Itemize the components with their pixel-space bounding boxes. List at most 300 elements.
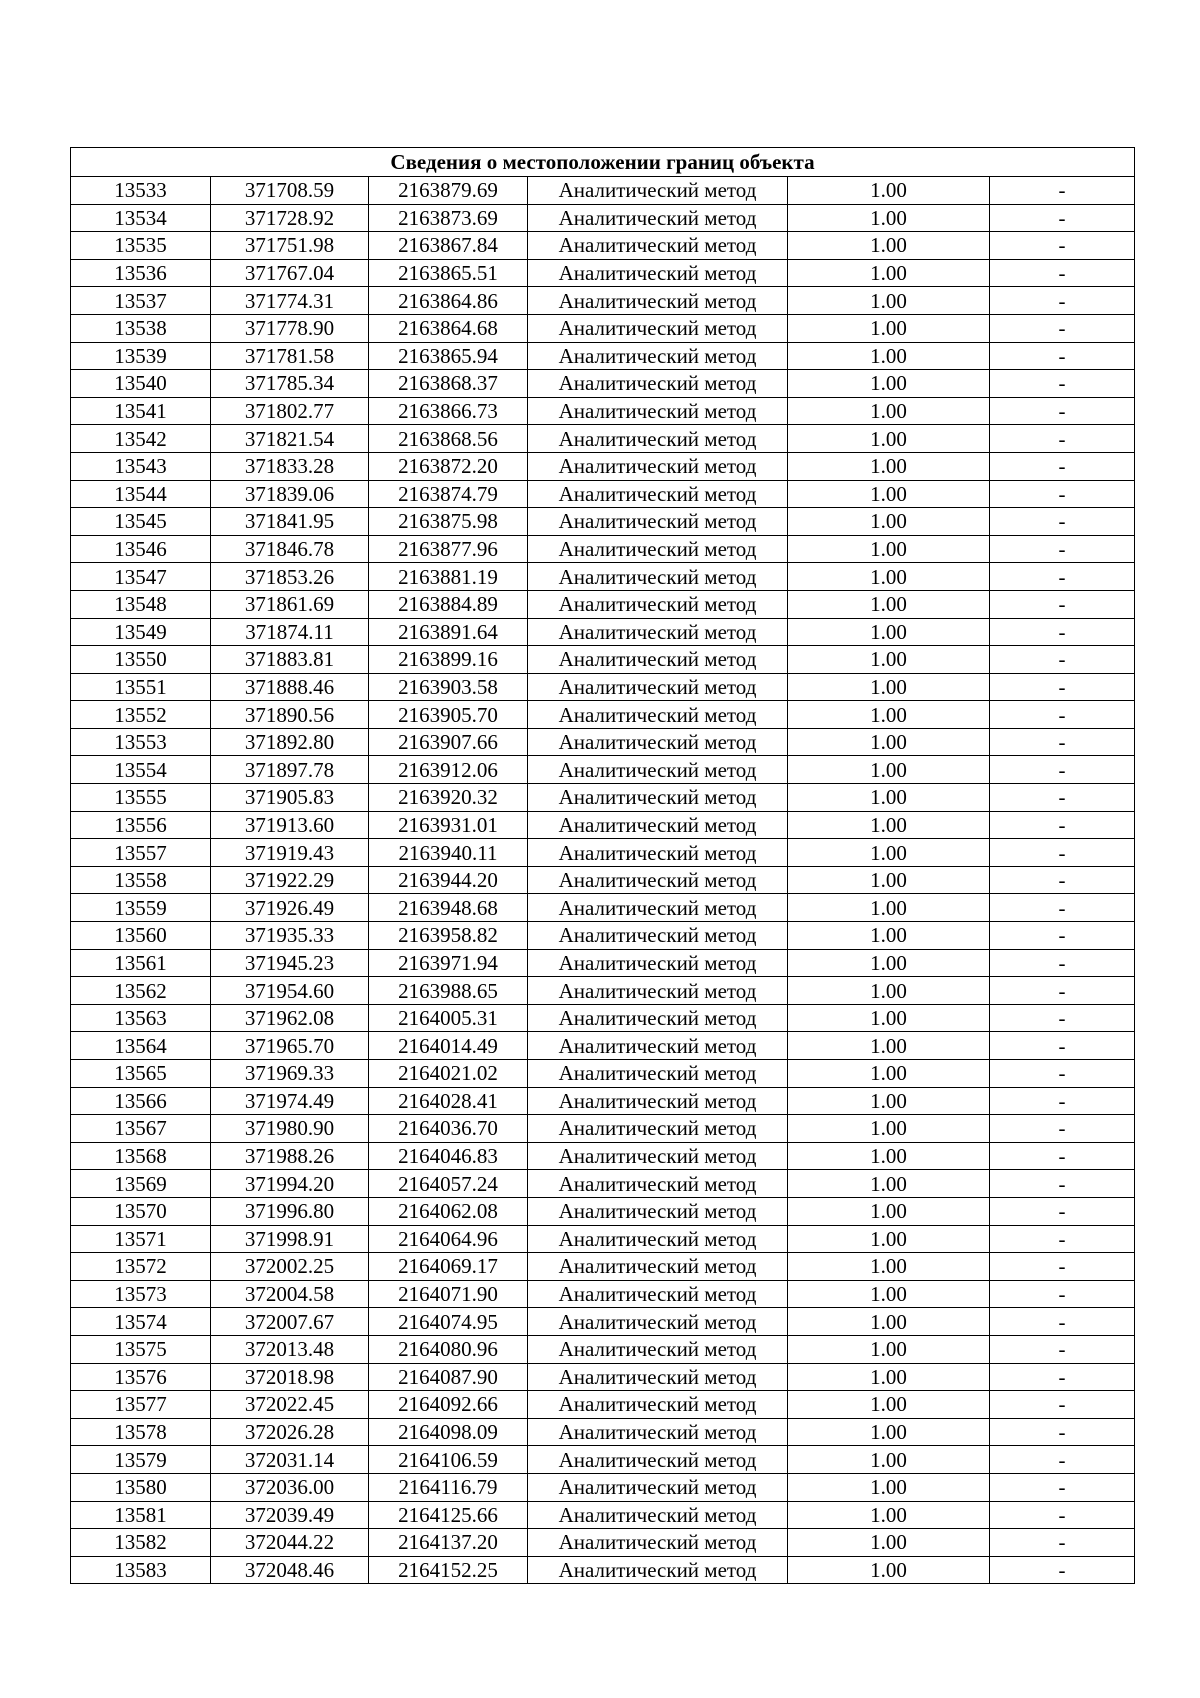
description-cell: - xyxy=(990,535,1135,563)
accuracy-cell: 1.00 xyxy=(788,839,990,867)
description-cell: - xyxy=(990,1391,1135,1419)
accuracy-cell: 1.00 xyxy=(788,1170,990,1198)
point-number-cell: 13547 xyxy=(71,563,211,591)
accuracy-cell: 1.00 xyxy=(788,866,990,894)
method-cell: Аналитический метод xyxy=(528,866,788,894)
method-cell: Аналитический метод xyxy=(528,728,788,756)
table-row xyxy=(71,1308,1135,1336)
description-cell: - xyxy=(990,1253,1135,1281)
table-row xyxy=(71,1253,1135,1281)
x-coordinate-cell: 371778.90 xyxy=(211,314,369,342)
description-cell: - xyxy=(990,480,1135,508)
accuracy-cell: 1.00 xyxy=(788,1501,990,1529)
x-coordinate-cell: 371708.59 xyxy=(211,177,369,205)
x-coordinate-cell: 371945.23 xyxy=(211,949,369,977)
point-number-cell: 13541 xyxy=(71,397,211,425)
method-cell: Аналитический метод xyxy=(528,1556,788,1584)
point-number-cell: 13575 xyxy=(71,1335,211,1363)
accuracy-cell: 1.00 xyxy=(788,342,990,370)
x-coordinate-cell: 371922.29 xyxy=(211,866,369,894)
description-cell: - xyxy=(990,1501,1135,1529)
method-cell: Аналитический метод xyxy=(528,259,788,287)
y-coordinate-cell: 2163899.16 xyxy=(369,646,528,674)
method-cell: Аналитический метод xyxy=(528,480,788,508)
point-number-cell: 13546 xyxy=(71,535,211,563)
point-number-cell: 13545 xyxy=(71,508,211,536)
point-number-cell: 13572 xyxy=(71,1253,211,1281)
x-coordinate-cell: 371962.08 xyxy=(211,1004,369,1032)
accuracy-cell: 1.00 xyxy=(788,177,990,205)
y-coordinate-cell: 2163877.96 xyxy=(369,535,528,563)
description-cell: - xyxy=(990,811,1135,839)
y-coordinate-cell: 2164057.24 xyxy=(369,1170,528,1198)
accuracy-cell: 1.00 xyxy=(788,535,990,563)
method-cell: Аналитический метод xyxy=(528,1142,788,1170)
method-cell: Аналитический метод xyxy=(528,1363,788,1391)
point-number-cell: 13579 xyxy=(71,1446,211,1474)
point-number-cell: 13569 xyxy=(71,1170,211,1198)
accuracy-cell: 1.00 xyxy=(788,508,990,536)
point-number-cell: 13561 xyxy=(71,949,211,977)
point-number-cell: 13580 xyxy=(71,1473,211,1501)
description-cell: - xyxy=(990,673,1135,701)
table-row xyxy=(71,1197,1135,1225)
method-cell: Аналитический метод xyxy=(528,204,788,232)
point-number-cell: 13549 xyxy=(71,618,211,646)
x-coordinate-cell: 371926.49 xyxy=(211,894,369,922)
description-cell: - xyxy=(990,1308,1135,1336)
y-coordinate-cell: 2163948.68 xyxy=(369,894,528,922)
table-row xyxy=(71,866,1135,894)
x-coordinate-cell: 372039.49 xyxy=(211,1501,369,1529)
accuracy-cell: 1.00 xyxy=(788,452,990,480)
method-cell: Аналитический метод xyxy=(528,342,788,370)
table-row xyxy=(71,508,1135,536)
table-row xyxy=(71,563,1135,591)
y-coordinate-cell: 2163864.68 xyxy=(369,314,528,342)
table-row xyxy=(71,314,1135,342)
x-coordinate-cell: 371988.26 xyxy=(211,1142,369,1170)
point-number-cell: 13571 xyxy=(71,1225,211,1253)
description-cell: - xyxy=(990,1446,1135,1474)
accuracy-cell: 1.00 xyxy=(788,1142,990,1170)
description-cell: - xyxy=(990,1363,1135,1391)
accuracy-cell: 1.00 xyxy=(788,1197,990,1225)
description-cell: - xyxy=(990,177,1135,205)
description-cell: - xyxy=(990,1087,1135,1115)
point-number-cell: 13551 xyxy=(71,673,211,701)
y-coordinate-cell: 2163907.66 xyxy=(369,728,528,756)
method-cell: Аналитический метод xyxy=(528,535,788,563)
point-number-cell: 13568 xyxy=(71,1142,211,1170)
table-row xyxy=(71,342,1135,370)
method-cell: Аналитический метод xyxy=(528,452,788,480)
point-number-cell: 13563 xyxy=(71,1004,211,1032)
method-cell: Аналитический метод xyxy=(528,177,788,205)
accuracy-cell: 1.00 xyxy=(788,1087,990,1115)
accuracy-cell: 1.00 xyxy=(788,1418,990,1446)
table-row xyxy=(71,1225,1135,1253)
accuracy-cell: 1.00 xyxy=(788,314,990,342)
accuracy-cell: 1.00 xyxy=(788,949,990,977)
description-cell: - xyxy=(990,1032,1135,1060)
description-cell: - xyxy=(990,977,1135,1005)
x-coordinate-cell: 371980.90 xyxy=(211,1115,369,1143)
table-row xyxy=(71,673,1135,701)
accuracy-cell: 1.00 xyxy=(788,1308,990,1336)
point-number-cell: 13564 xyxy=(71,1032,211,1060)
method-cell: Аналитический метод xyxy=(528,618,788,646)
table-row xyxy=(71,646,1135,674)
y-coordinate-cell: 2164116.79 xyxy=(369,1473,528,1501)
point-number-cell: 13544 xyxy=(71,480,211,508)
method-cell: Аналитический метод xyxy=(528,1004,788,1032)
description-cell: - xyxy=(990,1418,1135,1446)
description-cell: - xyxy=(990,370,1135,398)
x-coordinate-cell: 371994.20 xyxy=(211,1170,369,1198)
point-number-cell: 13553 xyxy=(71,728,211,756)
description-cell: - xyxy=(990,563,1135,591)
method-cell: Аналитический метод xyxy=(528,922,788,950)
table-row xyxy=(71,1115,1135,1143)
y-coordinate-cell: 2164005.31 xyxy=(369,1004,528,1032)
y-coordinate-cell: 2163905.70 xyxy=(369,701,528,729)
point-number-cell: 13566 xyxy=(71,1087,211,1115)
x-coordinate-cell: 371728.92 xyxy=(211,204,369,232)
description-cell: - xyxy=(990,1197,1135,1225)
accuracy-cell: 1.00 xyxy=(788,425,990,453)
point-number-cell: 13536 xyxy=(71,259,211,287)
y-coordinate-cell: 2163920.32 xyxy=(369,784,528,812)
y-coordinate-cell: 2164014.49 xyxy=(369,1032,528,1060)
method-cell: Аналитический метод xyxy=(528,1197,788,1225)
table-row xyxy=(71,1032,1135,1060)
y-coordinate-cell: 2164152.25 xyxy=(369,1556,528,1584)
method-cell: Аналитический метод xyxy=(528,1032,788,1060)
table-row xyxy=(71,618,1135,646)
description-cell: - xyxy=(990,756,1135,784)
description-cell: - xyxy=(990,1335,1135,1363)
point-number-cell: 13570 xyxy=(71,1197,211,1225)
point-number-cell: 13577 xyxy=(71,1391,211,1419)
x-coordinate-cell: 371839.06 xyxy=(211,480,369,508)
accuracy-cell: 1.00 xyxy=(788,728,990,756)
method-cell: Аналитический метод xyxy=(528,811,788,839)
x-coordinate-cell: 372026.28 xyxy=(211,1418,369,1446)
description-cell: - xyxy=(990,701,1135,729)
accuracy-cell: 1.00 xyxy=(788,673,990,701)
point-number-cell: 13574 xyxy=(71,1308,211,1336)
accuracy-cell: 1.00 xyxy=(788,1004,990,1032)
description-cell: - xyxy=(990,784,1135,812)
x-coordinate-cell: 371996.80 xyxy=(211,1197,369,1225)
description-cell: - xyxy=(990,204,1135,232)
point-number-cell: 13533 xyxy=(71,177,211,205)
point-number-cell: 13559 xyxy=(71,894,211,922)
description-cell: - xyxy=(990,452,1135,480)
accuracy-cell: 1.00 xyxy=(788,204,990,232)
x-coordinate-cell: 371833.28 xyxy=(211,452,369,480)
y-coordinate-cell: 2163988.65 xyxy=(369,977,528,1005)
description-cell: - xyxy=(990,425,1135,453)
y-coordinate-cell: 2164021.02 xyxy=(369,1060,528,1088)
point-number-cell: 13552 xyxy=(71,701,211,729)
description-cell: - xyxy=(990,618,1135,646)
x-coordinate-cell: 371897.78 xyxy=(211,756,369,784)
table-row xyxy=(71,1501,1135,1529)
table-row xyxy=(71,590,1135,618)
document-page xyxy=(70,147,1134,1584)
point-number-cell: 13567 xyxy=(71,1115,211,1143)
y-coordinate-cell: 2164087.90 xyxy=(369,1363,528,1391)
point-number-cell: 13534 xyxy=(71,204,211,232)
y-coordinate-cell: 2164046.83 xyxy=(369,1142,528,1170)
method-cell: Аналитический метод xyxy=(528,508,788,536)
point-number-cell: 13540 xyxy=(71,370,211,398)
method-cell: Аналитический метод xyxy=(528,977,788,1005)
x-coordinate-cell: 371888.46 xyxy=(211,673,369,701)
method-cell: Аналитический метод xyxy=(528,646,788,674)
x-coordinate-cell: 372036.00 xyxy=(211,1473,369,1501)
accuracy-cell: 1.00 xyxy=(788,259,990,287)
table-row xyxy=(71,425,1135,453)
description-cell: - xyxy=(990,1556,1135,1584)
table-title: Сведения о местоположении границ объекта xyxy=(71,148,1135,177)
accuracy-cell: 1.00 xyxy=(788,590,990,618)
accuracy-cell: 1.00 xyxy=(788,563,990,591)
description-cell: - xyxy=(990,1473,1135,1501)
description-cell: - xyxy=(990,1115,1135,1143)
table-row xyxy=(71,1473,1135,1501)
x-coordinate-cell: 371846.78 xyxy=(211,535,369,563)
description-cell: - xyxy=(990,232,1135,260)
table-row xyxy=(71,811,1135,839)
x-coordinate-cell: 371892.80 xyxy=(211,728,369,756)
table-row xyxy=(71,977,1135,1005)
description-cell: - xyxy=(990,1529,1135,1557)
method-cell: Аналитический метод xyxy=(528,563,788,591)
method-cell: Аналитический метод xyxy=(528,425,788,453)
x-coordinate-cell: 372048.46 xyxy=(211,1556,369,1584)
y-coordinate-cell: 2163865.94 xyxy=(369,342,528,370)
x-coordinate-cell: 371841.95 xyxy=(211,508,369,536)
method-cell: Аналитический метод xyxy=(528,1253,788,1281)
description-cell: - xyxy=(990,1280,1135,1308)
y-coordinate-cell: 2164080.96 xyxy=(369,1335,528,1363)
x-coordinate-cell: 371954.60 xyxy=(211,977,369,1005)
x-coordinate-cell: 371969.33 xyxy=(211,1060,369,1088)
accuracy-cell: 1.00 xyxy=(788,977,990,1005)
table-row xyxy=(71,1280,1135,1308)
description-cell: - xyxy=(990,728,1135,756)
y-coordinate-cell: 2163940.11 xyxy=(369,839,528,867)
table-row xyxy=(71,397,1135,425)
method-cell: Аналитический метод xyxy=(528,1280,788,1308)
description-cell: - xyxy=(990,314,1135,342)
method-cell: Аналитический метод xyxy=(528,949,788,977)
y-coordinate-cell: 2163865.51 xyxy=(369,259,528,287)
y-coordinate-cell: 2163866.73 xyxy=(369,397,528,425)
x-coordinate-cell: 372004.58 xyxy=(211,1280,369,1308)
point-number-cell: 13573 xyxy=(71,1280,211,1308)
method-cell: Аналитический метод xyxy=(528,1087,788,1115)
x-coordinate-cell: 371751.98 xyxy=(211,232,369,260)
accuracy-cell: 1.00 xyxy=(788,232,990,260)
y-coordinate-cell: 2163944.20 xyxy=(369,866,528,894)
accuracy-cell: 1.00 xyxy=(788,1225,990,1253)
method-cell: Аналитический метод xyxy=(528,370,788,398)
y-coordinate-cell: 2163931.01 xyxy=(369,811,528,839)
method-cell: Аналитический метод xyxy=(528,1115,788,1143)
x-coordinate-cell: 371883.81 xyxy=(211,646,369,674)
x-coordinate-cell: 371905.83 xyxy=(211,784,369,812)
description-cell: - xyxy=(990,397,1135,425)
accuracy-cell: 1.00 xyxy=(788,1115,990,1143)
point-number-cell: 13555 xyxy=(71,784,211,812)
accuracy-cell: 1.00 xyxy=(788,480,990,508)
accuracy-cell: 1.00 xyxy=(788,1363,990,1391)
method-cell: Аналитический метод xyxy=(528,1473,788,1501)
y-coordinate-cell: 2163873.69 xyxy=(369,204,528,232)
method-cell: Аналитический метод xyxy=(528,314,788,342)
method-cell: Аналитический метод xyxy=(528,1529,788,1557)
accuracy-cell: 1.00 xyxy=(788,397,990,425)
accuracy-cell: 1.00 xyxy=(788,1060,990,1088)
accuracy-cell: 1.00 xyxy=(788,922,990,950)
y-coordinate-cell: 2163891.64 xyxy=(369,618,528,646)
table-row xyxy=(71,784,1135,812)
table-row xyxy=(71,259,1135,287)
x-coordinate-cell: 372007.67 xyxy=(211,1308,369,1336)
table-row xyxy=(71,728,1135,756)
method-cell: Аналитический метод xyxy=(528,1060,788,1088)
description-cell: - xyxy=(990,1004,1135,1032)
method-cell: Аналитический метод xyxy=(528,1391,788,1419)
table-row xyxy=(71,1446,1135,1474)
y-coordinate-cell: 2163864.86 xyxy=(369,287,528,315)
method-cell: Аналитический метод xyxy=(528,1418,788,1446)
accuracy-cell: 1.00 xyxy=(788,1253,990,1281)
y-coordinate-cell: 2164064.96 xyxy=(369,1225,528,1253)
y-coordinate-cell: 2164098.09 xyxy=(369,1418,528,1446)
description-cell: - xyxy=(990,259,1135,287)
x-coordinate-cell: 371919.43 xyxy=(211,839,369,867)
description-cell: - xyxy=(990,342,1135,370)
x-coordinate-cell: 372031.14 xyxy=(211,1446,369,1474)
table-row xyxy=(71,1004,1135,1032)
y-coordinate-cell: 2163874.79 xyxy=(369,480,528,508)
x-coordinate-cell: 371998.91 xyxy=(211,1225,369,1253)
point-number-cell: 13562 xyxy=(71,977,211,1005)
point-number-cell: 13548 xyxy=(71,590,211,618)
description-cell: - xyxy=(990,839,1135,867)
table-row xyxy=(71,204,1135,232)
y-coordinate-cell: 2164137.20 xyxy=(369,1529,528,1557)
y-coordinate-cell: 2163868.37 xyxy=(369,370,528,398)
y-coordinate-cell: 2164069.17 xyxy=(369,1253,528,1281)
y-coordinate-cell: 2163879.69 xyxy=(369,177,528,205)
accuracy-cell: 1.00 xyxy=(788,784,990,812)
table-row xyxy=(71,1060,1135,1088)
y-coordinate-cell: 2163903.58 xyxy=(369,673,528,701)
y-coordinate-cell: 2163912.06 xyxy=(369,756,528,784)
accuracy-cell: 1.00 xyxy=(788,756,990,784)
method-cell: Аналитический метод xyxy=(528,839,788,867)
method-cell: Аналитический метод xyxy=(528,1308,788,1336)
method-cell: Аналитический метод xyxy=(528,784,788,812)
x-coordinate-cell: 371802.77 xyxy=(211,397,369,425)
point-number-cell: 13543 xyxy=(71,452,211,480)
method-cell: Аналитический метод xyxy=(528,1225,788,1253)
description-cell: - xyxy=(990,866,1135,894)
method-cell: Аналитический метод xyxy=(528,1170,788,1198)
x-coordinate-cell: 371861.69 xyxy=(211,590,369,618)
method-cell: Аналитический метод xyxy=(528,232,788,260)
accuracy-cell: 1.00 xyxy=(788,1335,990,1363)
table-title-row xyxy=(71,148,1135,177)
point-number-cell: 13578 xyxy=(71,1418,211,1446)
accuracy-cell: 1.00 xyxy=(788,287,990,315)
y-coordinate-cell: 2163868.56 xyxy=(369,425,528,453)
description-cell: - xyxy=(990,287,1135,315)
point-number-cell: 13565 xyxy=(71,1060,211,1088)
table-row xyxy=(71,701,1135,729)
table-row xyxy=(71,452,1135,480)
table-row xyxy=(71,1335,1135,1363)
accuracy-cell: 1.00 xyxy=(788,646,990,674)
x-coordinate-cell: 372013.48 xyxy=(211,1335,369,1363)
description-cell: - xyxy=(990,1060,1135,1088)
x-coordinate-cell: 372022.45 xyxy=(211,1391,369,1419)
y-coordinate-cell: 2163875.98 xyxy=(369,508,528,536)
accuracy-cell: 1.00 xyxy=(788,1529,990,1557)
x-coordinate-cell: 371785.34 xyxy=(211,370,369,398)
y-coordinate-cell: 2163884.89 xyxy=(369,590,528,618)
table-row xyxy=(71,1363,1135,1391)
y-coordinate-cell: 2164125.66 xyxy=(369,1501,528,1529)
method-cell: Аналитический метод xyxy=(528,1446,788,1474)
y-coordinate-cell: 2163958.82 xyxy=(369,922,528,950)
method-cell: Аналитический метод xyxy=(528,397,788,425)
accuracy-cell: 1.00 xyxy=(788,701,990,729)
table-row xyxy=(71,177,1135,205)
description-cell: - xyxy=(990,949,1135,977)
boundary-coordinates-table xyxy=(70,147,1135,1584)
point-number-cell: 13542 xyxy=(71,425,211,453)
y-coordinate-cell: 2164062.08 xyxy=(369,1197,528,1225)
method-cell: Аналитический метод xyxy=(528,590,788,618)
y-coordinate-cell: 2164092.66 xyxy=(369,1391,528,1419)
table-row xyxy=(71,949,1135,977)
accuracy-cell: 1.00 xyxy=(788,1473,990,1501)
point-number-cell: 13560 xyxy=(71,922,211,950)
point-number-cell: 13539 xyxy=(71,342,211,370)
description-cell: - xyxy=(990,646,1135,674)
x-coordinate-cell: 372044.22 xyxy=(211,1529,369,1557)
method-cell: Аналитический метод xyxy=(528,701,788,729)
x-coordinate-cell: 372018.98 xyxy=(211,1363,369,1391)
description-cell: - xyxy=(990,894,1135,922)
x-coordinate-cell: 371853.26 xyxy=(211,563,369,591)
description-cell: - xyxy=(990,1142,1135,1170)
x-coordinate-cell: 371774.31 xyxy=(211,287,369,315)
point-number-cell: 13581 xyxy=(71,1501,211,1529)
point-number-cell: 13556 xyxy=(71,811,211,839)
x-coordinate-cell: 371965.70 xyxy=(211,1032,369,1060)
table-row xyxy=(71,1418,1135,1446)
method-cell: Аналитический метод xyxy=(528,673,788,701)
y-coordinate-cell: 2163881.19 xyxy=(369,563,528,591)
